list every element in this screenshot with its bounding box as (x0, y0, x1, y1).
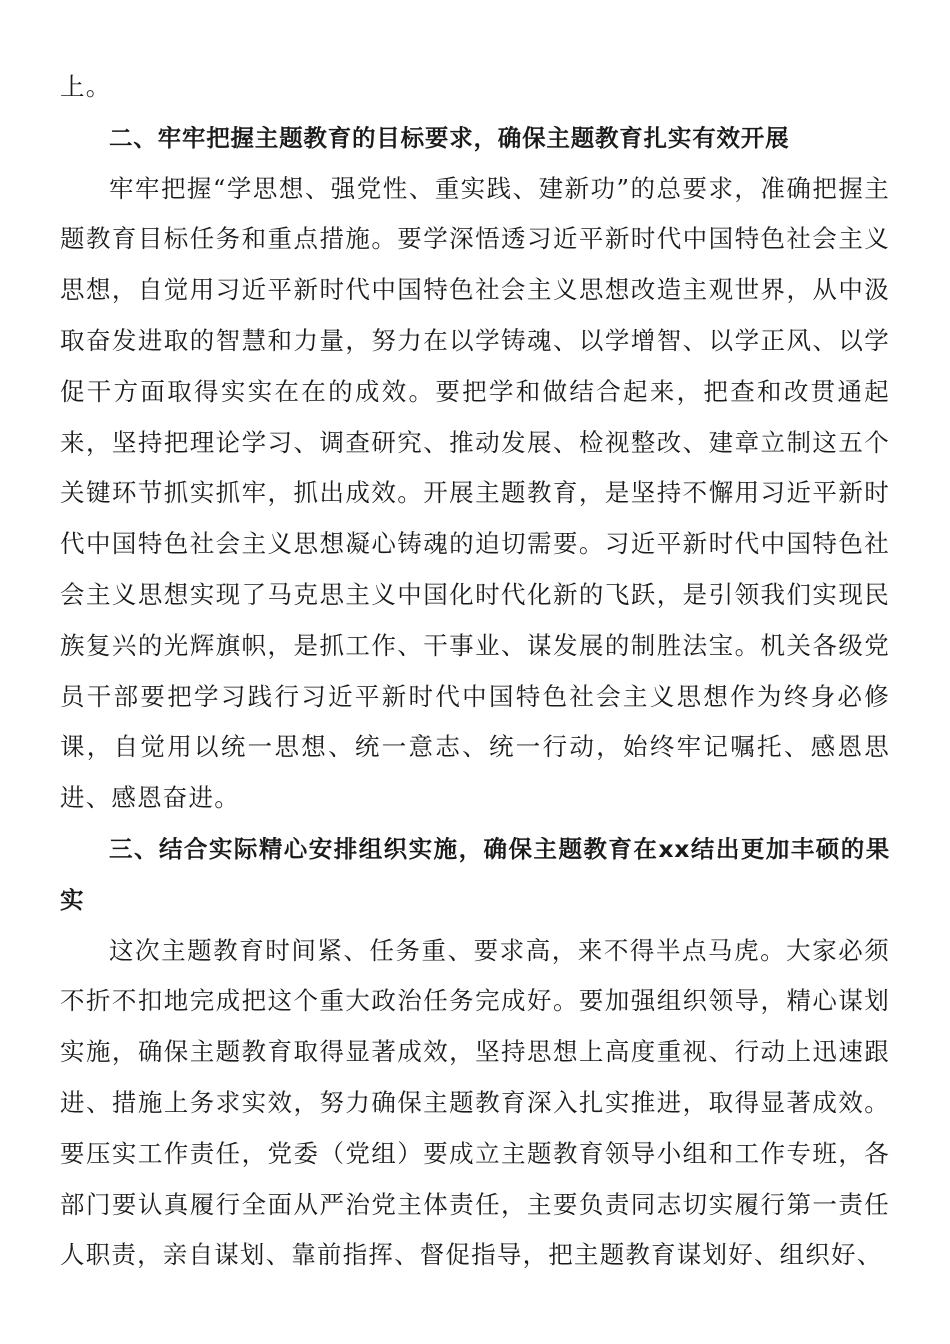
section-2-body: 牢牢把握“学思想、强党性、重实践、建新功”的总要求，准确把握主题教育目标任务和重点措施。要学深悟透习近平新时代中国特色社会主义思想，自觉用习近平新时代中国特色社会主义思想改造主观世界，从中汲取奋发进取的智慧和力量，努力在以学铸魂、以学增智、以学正风、以学促干方面取得实实在在的成效。要把学和做结合起来，把查和改贯通起来，坚持把理论学习、调查研究、推动发展、检视整改、建章立制这五个关键环节抓实抓牢，抓出成效。开展主题教育，是坚持不懈用习近平新时代中国特色社会主义思想凝心铸魂的迫切需要。习近平新时代中国特色社会主义思想实现了马克思主义中国化时代化新的飞跃，是引领我们实现民族复兴的光辉旗帜，是抓工作、干事业、谋发展的制胜法宝。机关各级党员干部要把学习践行习近平新时代中国特色社会主义思想作为终身必修课，自觉用以统一思想、统一意志、统一行动，始终牢记嘱托、感恩思进、感恩奋进。 (60, 173, 890, 813)
section-3-heading: 三、结合实际精心安排组织实施，确保主题教育在xx结出更加丰硕的果实 (60, 834, 890, 914)
continuation-text: 上。 (60, 72, 112, 101)
section-3-body: 这次主题教育时间紧、任务重、要求高，来不得半点马虎。大家必须不折不扣地完成把这个重大政治任务完成好。要加强组织领导，精心谋划实施，确保主题教育取得显著成效，坚持思想上高度重视、行动上迅速跟进、措施上务求实效，努力确保主题教育深入扎实推进，取得显著成效。要压实工作责任，党委（党组）要成立主题教育领导小组和工作专班，各部门要认真履行全面从严治党主体责任，主要负责同志切实履行第一责任人职责，亲自谋划、靠前指挥、督促指导，把主题教育谋划好、组织好、 (60, 935, 890, 1270)
section-2-heading: 二、牢牢把握主题教育的目标要求，确保主题教育扎实有效开展 (109, 123, 790, 152)
document-page (60, 62, 890, 1281)
